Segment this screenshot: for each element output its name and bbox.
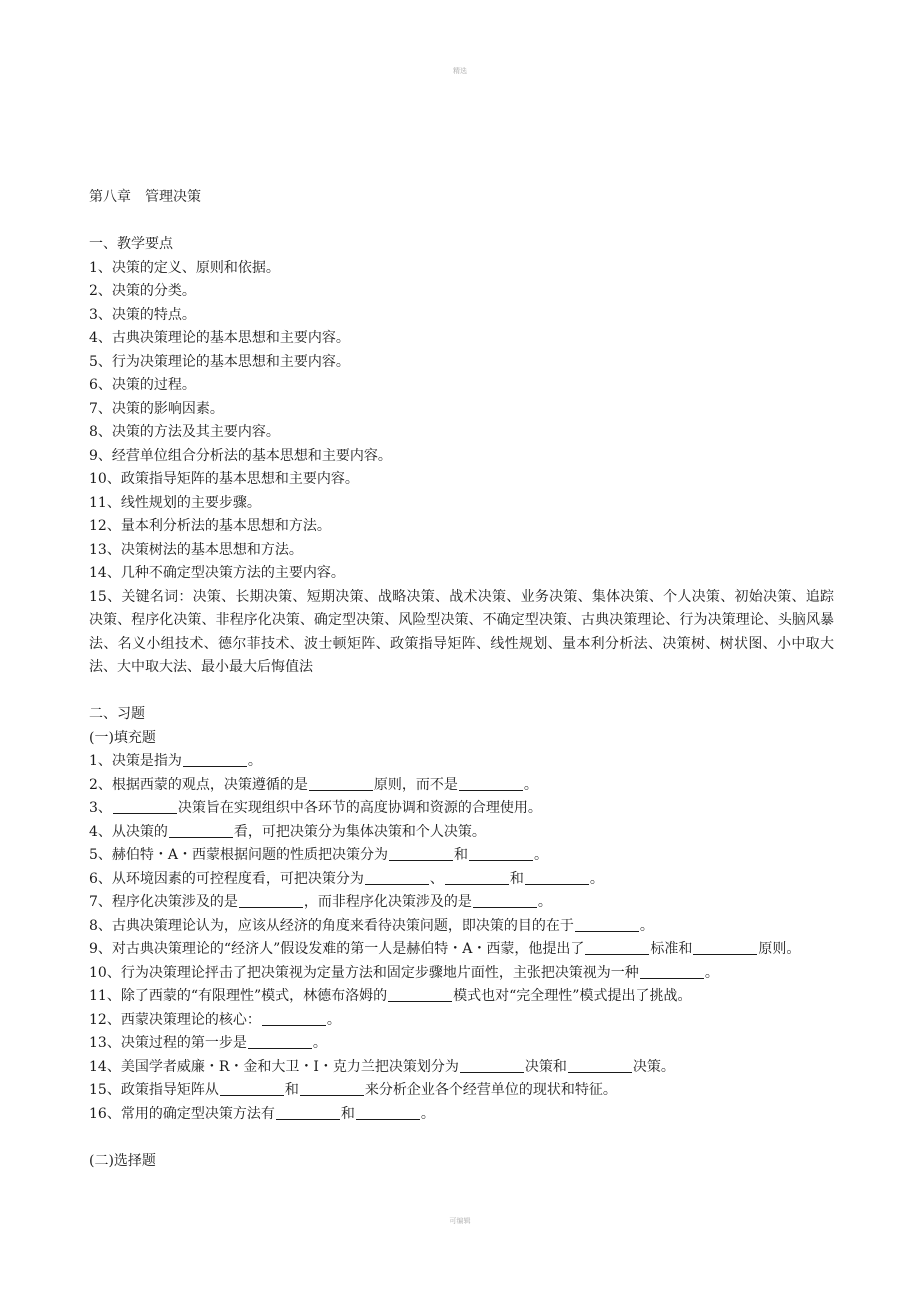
teaching-point: 12、量本利分析法的基本思想和方法。	[89, 518, 331, 534]
answer-blank[interactable]	[220, 1080, 284, 1096]
question-5: 5、赫伯特・A・西蒙根据问题的性质把决策分为 和 。	[89, 847, 549, 863]
answer-blank[interactable]	[276, 1104, 340, 1120]
question-9: 9、对古典决策理论的“经济人”假设发难的第一人是赫伯特・A・西蒙，他提出了 标准和 原则。	[89, 941, 801, 957]
teaching-point: 8、决策的方法及其主要内容。	[89, 424, 280, 440]
answer-blank[interactable]	[356, 1104, 420, 1120]
answer-blank[interactable]	[389, 845, 453, 861]
question-8: 8、古典决策理论认为，应该从经济的角度来看待决策问题，即决策的目的在于 。	[89, 917, 654, 934]
question-14: 14、美国学者威廉・R・金和大卫・I・克力兰把决策划分为 决策和 决策。	[89, 1058, 675, 1075]
teaching-point: 5、行为决策理论的基本思想和主要内容。	[89, 353, 350, 370]
answer-blank[interactable]	[113, 798, 177, 814]
answer-blank[interactable]	[469, 845, 533, 861]
question-15: 15、政策指导矩阵从 和 来分析企业各个经营单位的现状和特征。	[89, 1082, 617, 1098]
answer-blank[interactable]	[365, 869, 429, 885]
answer-blank[interactable]	[445, 869, 509, 885]
answer-blank[interactable]	[183, 751, 247, 767]
teaching-point: 1、决策的定义、原则和依据。	[89, 259, 280, 276]
answer-blank[interactable]	[459, 775, 523, 791]
answer-blank[interactable]	[585, 939, 649, 955]
teaching-point: 13、决策树法的基本思想和方法。	[89, 541, 303, 558]
teaching-point: 3、决策的特点。	[89, 306, 196, 323]
question-3: 3、 决策旨在实现组织中各环节的高度协调和资源的合理使用。	[89, 800, 542, 816]
answer-blank[interactable]	[169, 822, 233, 838]
question-6: 6、从环境因素的可控程度看，可把决策分为 、 和 。	[89, 870, 604, 887]
chapter-title: 第八章 管理决策	[89, 189, 201, 205]
subsection-multiple-choice: (二)选择题	[89, 1152, 156, 1169]
teaching-point: 11、线性规划的主要步骤。	[89, 494, 261, 511]
answer-blank[interactable]	[575, 916, 639, 932]
teaching-point: 6、决策的过程。	[89, 377, 196, 393]
teaching-point: 4、古典决策理论的基本思想和主要内容。	[89, 330, 350, 346]
answer-blank[interactable]	[693, 939, 757, 955]
section-title-exercises: 二、习题	[89, 706, 145, 722]
question-1: 1、决策是指为 。	[89, 753, 262, 769]
header-watermark: 精选	[453, 67, 467, 75]
answer-blank[interactable]	[262, 1010, 326, 1026]
teaching-point: 7、决策的影响因素。	[89, 400, 224, 417]
keywords-paragraph: 15、关键名词：决策、长期决策、短期决策、战略决策、战术决策、业务决策、集体决策、个人决策、初始决策、追踪决策、程序化决策、非程序化决策、确定型决策、风险型决策、不确定型决策、古典决策理论、行为决策理论、头脑风暴法、名义小组技术、德尔菲技术、波士顿矩阵、政策指导矩阵、线性规划、量本利分析法、决策树、树状图、小中取大法、大中取大法、最小最大后悔值法	[89, 588, 834, 675]
question-16: 16、常用的确定型决策方法有 和 。	[89, 1105, 435, 1122]
teaching-point: 10、政策指导矩阵的基本思想和主要内容。	[89, 471, 359, 487]
answer-blank[interactable]	[309, 775, 373, 791]
teaching-point: 14、几种不确定型决策方法的主要内容。	[89, 565, 345, 581]
answer-blank[interactable]	[248, 1033, 312, 1049]
question-13: 13、决策过程的第一步是 。	[89, 1035, 327, 1051]
answer-blank[interactable]	[473, 892, 537, 908]
answer-blank[interactable]	[300, 1080, 364, 1096]
footer-watermark: 可编辑	[449, 1217, 471, 1225]
subsection-fill-in: (一)填充题	[89, 729, 156, 746]
answer-blank[interactable]	[568, 1057, 632, 1073]
question-10: 10、行为决策理论抨击了把决策视为定量方法和固定步骤地片面性，主张把决策视为一种 。	[89, 964, 719, 981]
answer-blank[interactable]	[239, 892, 303, 908]
question-4: 4、从决策的 看，可把决策分为集体决策和个人决策。	[89, 823, 486, 840]
section-title-teaching-points: 一、教学要点	[89, 236, 173, 252]
answer-blank[interactable]	[388, 986, 452, 1002]
document-body	[89, 186, 834, 1173]
question-2: 2、根据西蒙的观点，决策遵循的是 原则，而不是 。	[89, 776, 538, 793]
answer-blank[interactable]	[525, 869, 589, 885]
question-12: 12、西蒙决策理论的核心： 。	[89, 1011, 341, 1028]
answer-blank[interactable]	[460, 1057, 524, 1073]
question-7: 7、程序化决策涉及的是 ，而非程序化决策涉及的是 。	[89, 894, 552, 910]
answer-blank[interactable]	[640, 963, 704, 979]
question-11: 11、除了西蒙的“有限理性”模式，林德布洛姆的 模式也对“完全理性”模式提出了挑战。	[89, 988, 692, 1004]
teaching-point: 2、决策的分类。	[89, 283, 196, 299]
teaching-point: 9、经营单位组合分析法的基本思想和主要内容。	[89, 447, 392, 464]
